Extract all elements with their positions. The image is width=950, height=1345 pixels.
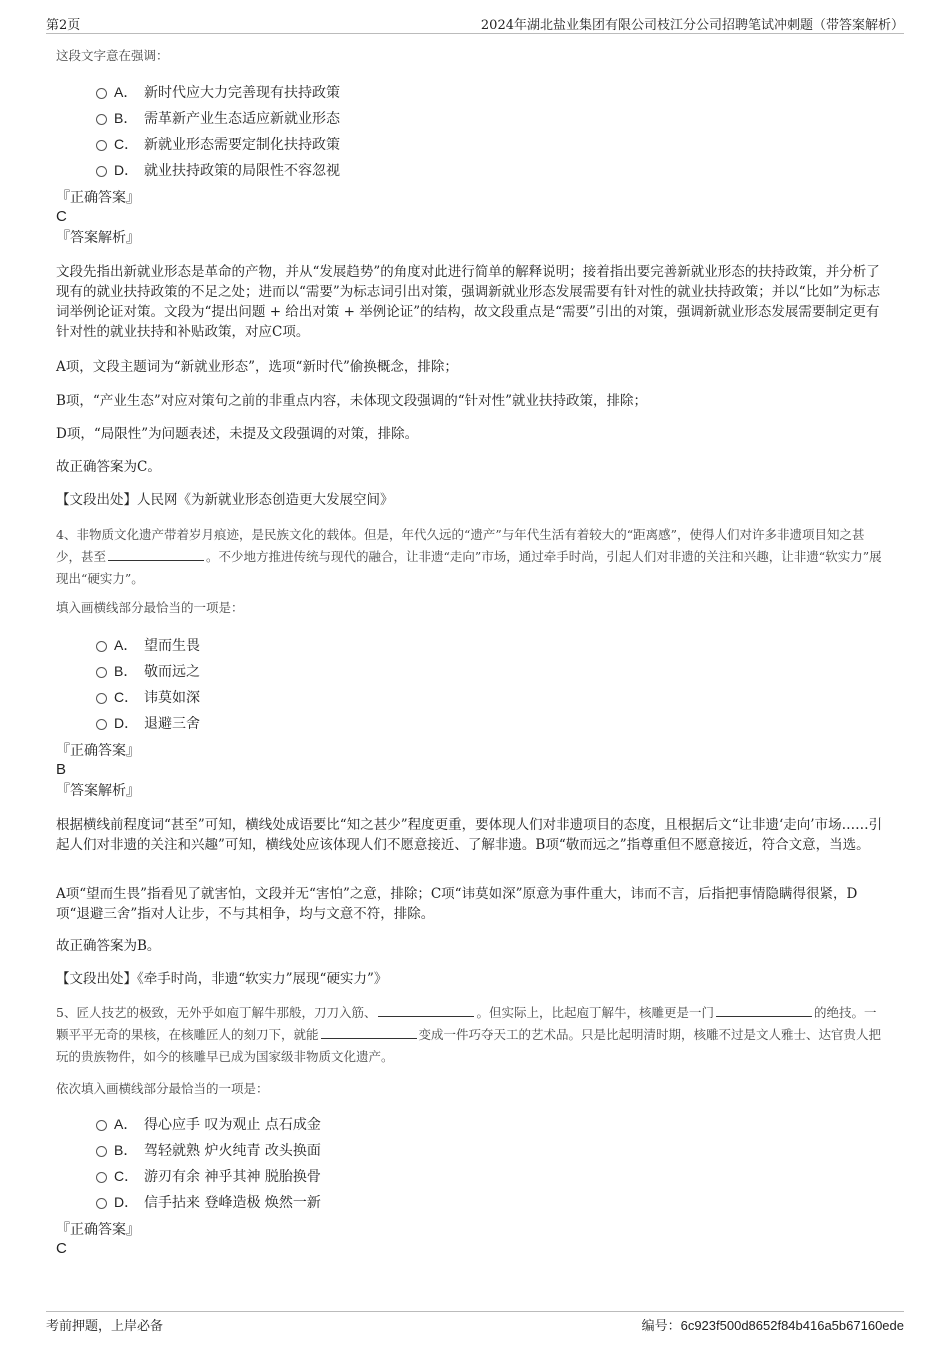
radio-icon[interactable] bbox=[96, 641, 107, 652]
q4-answer-label: 『正确答案』 bbox=[56, 743, 140, 759]
radio-icon[interactable] bbox=[96, 1172, 107, 1183]
q4-analysis-para: 根据横线前程度词“甚至”可知，横线处成语要比“知之甚少”程度更重，要体现人们对非遗项目的态度，且根据后文“让非遗‘走向’市场……引起人们对非遗的关注和兴趣”可知，横线处应该体现人们不愿意接近、了解非遗。B项“敬而远之”指尊重但不愿意接近，符合文意，当选。 bbox=[56, 817, 883, 853]
radio-icon[interactable] bbox=[96, 114, 107, 125]
q5-prompt: 依次填入画横线部分最恰当的一项是： bbox=[56, 1081, 269, 1096]
q4-answer: B bbox=[56, 761, 67, 778]
q5-answer-label: 『正确答案』 bbox=[56, 1222, 140, 1238]
q4-option-a[interactable]: A． 望而生畏 bbox=[96, 635, 200, 656]
page-header bbox=[46, 14, 904, 34]
q4-option-b[interactable]: B． 敬而远之 bbox=[96, 661, 200, 682]
q3-option-b[interactable]: B． 需革新产业生态适应新就业形态 bbox=[96, 108, 340, 129]
q4-prompt: 填入画横线部分最恰当的一项是： bbox=[56, 600, 244, 615]
radio-icon[interactable] bbox=[96, 693, 107, 704]
q3-answer: C bbox=[56, 208, 67, 225]
radio-icon[interactable] bbox=[96, 88, 107, 99]
q5-answer: C bbox=[56, 1240, 67, 1257]
q4-analysis-para: 故正确答案为B。 bbox=[56, 938, 161, 954]
q3-analysis-para: D项，“局限性”为问题表述，未提及文段强调的对策，排除。 bbox=[56, 426, 419, 442]
document-title: 2024年湖北盐业集团有限公司枝江分公司招聘笔试冲刺题（带答案解析） bbox=[480, 18, 904, 33]
radio-icon[interactable] bbox=[96, 1198, 107, 1209]
answer-blank bbox=[716, 1005, 812, 1017]
q3-option-d[interactable]: D． 就业扶持政策的局限性不容忽视 bbox=[96, 160, 340, 181]
q5-option-c[interactable]: C． 游刃有余 神乎其神 脱胎换骨 bbox=[96, 1166, 321, 1187]
q3-source: 【文段出处】人民网《为新就业形态创造更大发展空间》 bbox=[56, 492, 394, 508]
q5-option-d[interactable]: D． 信手拈来 登峰造极 焕然一新 bbox=[96, 1192, 321, 1213]
q4-analysis-para: A项“望而生畏”指看见了就害怕，文段并无“害怕”之意，排除；C项“讳莫如深”原意为事件重大，讳而不言，后指把事情隐瞒得很紧，D项“退避三舍”指对人让步，不与其相争，均与文意不符，排除。 bbox=[56, 886, 858, 922]
q5-option-a[interactable]: A． 得心应手 叹为观止 点石成金 bbox=[96, 1114, 321, 1135]
q3-option-c[interactable]: C． 新就业形态需要定制化扶持政策 bbox=[96, 134, 340, 155]
q4-option-c[interactable]: C． 讳莫如深 bbox=[96, 687, 200, 708]
q3-analysis-para: B项，“产业生态”对应对策句之前的非重点内容，未体现文段强调的“针对性”就业扶持政策，排除； bbox=[56, 393, 648, 409]
page-number: 第2页 bbox=[46, 18, 81, 33]
q3-analysis-para: 文段先指出新就业形态是革命的产物，并从“发展趋势”的角度对此进行简单的解释说明；接着指出要完善新就业形态的扶持政策，并分析了现有的就业扶持政策的不足之处；进而以“需要”为标志词引出对策，强调新就业形态发展需要有针对性的就业扶持政策；并以“比如”为标志词举例论证对策。文段为“提出问题 + 给出对策 + 举例论证”的结构，故文段重点是“需要”引出的对策，强调新就业形态发展需要制定更有针对性的就业扶持和补贴政策，对应C项。 bbox=[56, 264, 881, 340]
answer-blank bbox=[321, 1027, 417, 1039]
q4-stem: 4、非物质文化遗产带着岁月痕迹，是民族文化的载体。但是，年代久远的“遗产”与年代生活有着较大的“距离感”，使得人们对许多非遗项目知之甚少，甚至 。不少地方推进传统与现代的融合，让非遗“走向”市场，通过牵手时尚，引起人们对非遗的关注和兴趣，让非遗“软实力”展现出“硬实力”。 bbox=[56, 527, 882, 586]
q4-source: 【文段出处】《牵手时尚，非遗“软实力”展现“硬实力”》 bbox=[56, 971, 388, 987]
q3-answer-label: 『正确答案』 bbox=[56, 190, 140, 206]
answer-blank bbox=[378, 1005, 474, 1017]
answer-blank bbox=[108, 549, 204, 561]
q4-option-d[interactable]: D． 退避三舍 bbox=[96, 713, 200, 734]
q5-option-b[interactable]: B． 驾轻就熟 炉火纯青 改头换面 bbox=[96, 1140, 321, 1161]
document-code: 编号：6c923f500d8652f84b416a5b67160ede bbox=[641, 1318, 904, 1334]
radio-icon[interactable] bbox=[96, 719, 107, 730]
radio-icon[interactable] bbox=[96, 1146, 107, 1157]
radio-icon[interactable] bbox=[96, 140, 107, 151]
q3-analysis-label: 『答案解析』 bbox=[56, 230, 140, 246]
q3-analysis-para: A项，文段主题词为“新就业形态”，选项“新时代”偷换概念，排除； bbox=[56, 359, 458, 375]
radio-icon[interactable] bbox=[96, 1120, 107, 1131]
q5-stem: 5、匠人技艺的极致，无外乎如庖丁解牛那般，刀刀入筋、 。但实际上，比起庖丁解牛，核雕更是一门 的绝技。一颗平平无奇的果核，在核雕匠人的刻刀下，就能 变成一件巧夺天工的艺术品。只是比起明清时期，核雕不过是文人雅士、达官贵人把玩的贵族物件，如今的核雕早已成为国家级非物质文化遗产。 bbox=[56, 1005, 882, 1064]
page-footer bbox=[46, 1311, 904, 1335]
q4-analysis-label: 『答案解析』 bbox=[56, 783, 140, 799]
q3-prompt: 这段文字意在强调： bbox=[56, 48, 169, 63]
q3-option-a[interactable]: A． 新时代应大力完善现有扶持政策 bbox=[96, 82, 340, 103]
footer-slogan: 考前押题，上岸必备 bbox=[46, 1319, 164, 1334]
radio-icon[interactable] bbox=[96, 166, 107, 177]
q3-analysis-para: 故正确答案为C。 bbox=[56, 459, 161, 475]
radio-icon[interactable] bbox=[96, 667, 107, 678]
